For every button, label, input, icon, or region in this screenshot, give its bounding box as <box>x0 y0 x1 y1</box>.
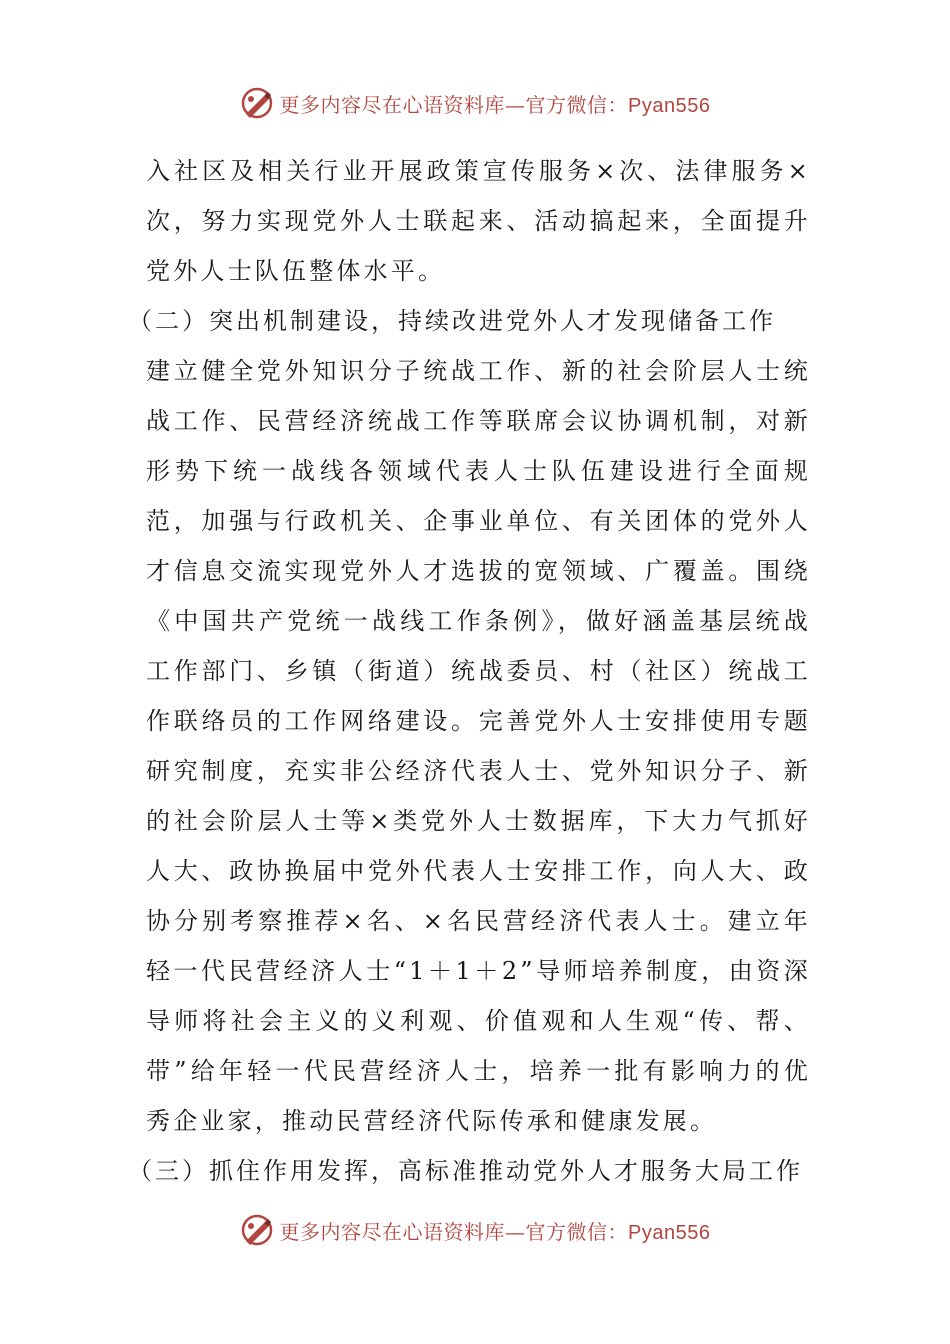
pen-logo-icon <box>240 86 274 120</box>
paragraph-2: 建立健全党外知识分子统战工作、新的社会阶层人士统战工作、民营经济统战工作等联席会议协调机制，对新形势下统一战线各领域代表人士队伍建设进行全面规范，加强与行政机关、企事业单位、有关团体的党外人才信息交流实现党外人才选拔的宽领域、广覆盖。围绕《中国共产党统一战线工作条例》，做好涵盖基层统战工作部门、乡镇（街道）统战委员、村（社区）统战工作联络员的工作网络建设。完善党外人士安排使用专题研究制度，充实非公经济代表人士、党外知识分子、新的社会阶层人士等×类党外人士数据库，下大力气抓好人大、政协换届中党外代表人士安排工作，向人大、政协分别考察推荐×名、×名民营经济代表人士。建立年轻一代民营经济人士“1＋1＋2”导师培养制度，由资深导师将社会主义的义利观、价值观和人生观“传、帮、带”给年轻一代民营经济人士，培养一批有影响力的优秀企业家，推动民营经济代际传承和健康发展。 <box>146 357 811 1135</box>
section-heading-2: （二）突出机制建设，持续改进党外人才发现储备工作 <box>128 307 776 335</box>
section-heading-3: （三）抓住作用发挥，高标准推动党外人才服务大局工作 <box>128 1157 803 1185</box>
footer-banner-text: 更多内容尽在心语资料库—官方微信：Pyan556 <box>279 1219 711 1244</box>
pen-logo-icon <box>240 1213 274 1247</box>
footer-banner <box>0 1210 950 1250</box>
document-body <box>128 146 811 1196</box>
footer-wechat-handle: Pyan556 <box>628 1221 711 1244</box>
header-banner-text: 更多内容尽在心语资料库—官方微信：Pyan556 <box>279 92 711 117</box>
header-banner <box>0 83 950 123</box>
header-wechat-handle: Pyan556 <box>628 94 711 117</box>
paragraph-1: 入社区及相关行业开展政策宣传服务×次、法律服务×次，努力实现党外人士联起来、活动搞起来，全面提升党外人士队伍整体水平。 <box>146 157 811 285</box>
